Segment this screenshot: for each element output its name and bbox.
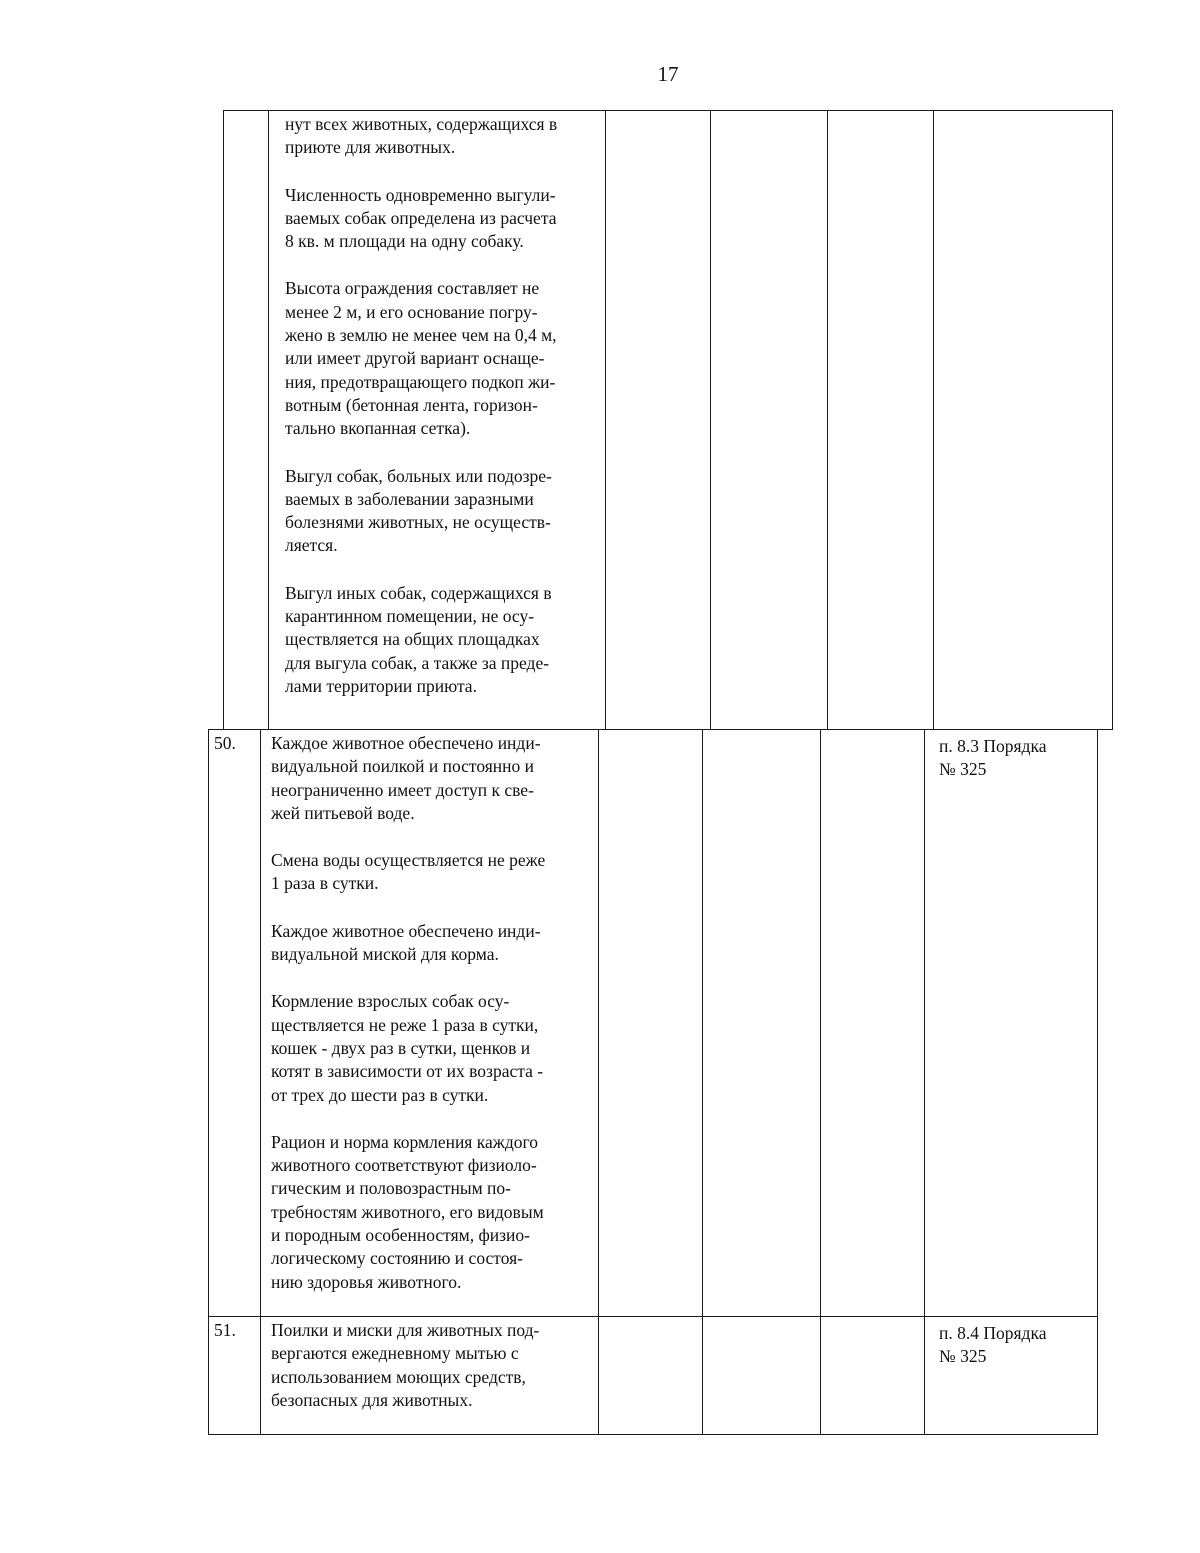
reference-cell: п. 8.3 Порядка № 325 (925, 730, 1098, 1317)
answer-na-cell (828, 111, 934, 730)
requirement-paragraph: Высота ограждения составляет не менее 2 м, и его основание погру- жено в землю не менее чем на 0,4 м, или имеет другой вариант оснаще- ния, предотвращающего подкоп жи- вотным (бетонная лента, горизон- тально вкопанная сетка). (285, 278, 557, 439)
answer-no-cell (703, 1317, 821, 1435)
requirement-cell (269, 111, 606, 730)
reference-cell: п. 8.4 Порядка № 325 (925, 1317, 1098, 1435)
row-number-cell: 50. (209, 730, 261, 1317)
table-row (209, 1317, 1098, 1435)
answer-na-cell (821, 1317, 925, 1435)
requirement-paragraph: Кормление взрослых собак осу- ществляется не реже 1 раза в сутки, кошек - двух раз в сутки, щенков и котят в зависимости от их возраста - от трех до шести раз в сутки. (271, 991, 544, 1105)
requirement-paragraph: Численность одновременно выгули- ваемых собак определена из расчета 8 кв. м площади на одну собаку. (285, 184, 557, 252)
answer-no-cell (703, 730, 821, 1317)
answer-yes-cell (606, 111, 711, 730)
reference-cell (934, 111, 1113, 730)
requirement-cell (261, 730, 599, 1317)
answer-na-cell (821, 730, 925, 1317)
requirement-paragraph: Поилки и миски для животных под- вергаются ежедневному мытью с использованием моющих средств, безопасных для животных. (271, 1320, 540, 1410)
row-number-cell (224, 111, 269, 730)
requirement-paragraph: Смена воды осуществляется не реже 1 раза в сутки. (271, 850, 546, 894)
table-rows (208, 729, 1098, 1435)
page-number: 17 (657, 62, 679, 86)
row-number-cell: 51. (209, 1317, 261, 1435)
answer-yes-cell (599, 1317, 703, 1435)
table-row (209, 730, 1098, 1317)
requirement-paragraph: Выгул иных собак, содержащихся в карантинном помещении, не осу- ществляется на общих площадках для выгула собак, а также за преде- лами территории приюта. (285, 582, 552, 696)
requirement-paragraph: нут всех животных, содержащихся в приюте для животных. (285, 114, 558, 158)
requirement-paragraph: Каждое животное обеспечено инди- видуальной миской для корма. (271, 920, 541, 965)
requirement-paragraph: Рацион и норма кормления каждого животного соответствуют физиоло- гическим и половозрастным по- требностям животного, его видовым и породным особенностям, физио- логическому состоянию и состоя- нию здоровья животного. (271, 1131, 544, 1292)
requirement-cell (261, 1317, 599, 1435)
requirement-paragraph: Каждое животное обеспечено инди- видуальной поилкой и постоянно и неограниченно имеет доступ к све- жей питьевой воде. (271, 733, 541, 823)
table-row (224, 111, 1113, 730)
answer-no-cell (711, 111, 828, 730)
requirement-paragraph: Выгул собак, больных или подозре- ваемых в заболевании заразными болезнями животных, не осуществ- ляется. (285, 465, 552, 556)
answer-yes-cell (599, 730, 703, 1317)
table-continuation (223, 110, 1113, 730)
